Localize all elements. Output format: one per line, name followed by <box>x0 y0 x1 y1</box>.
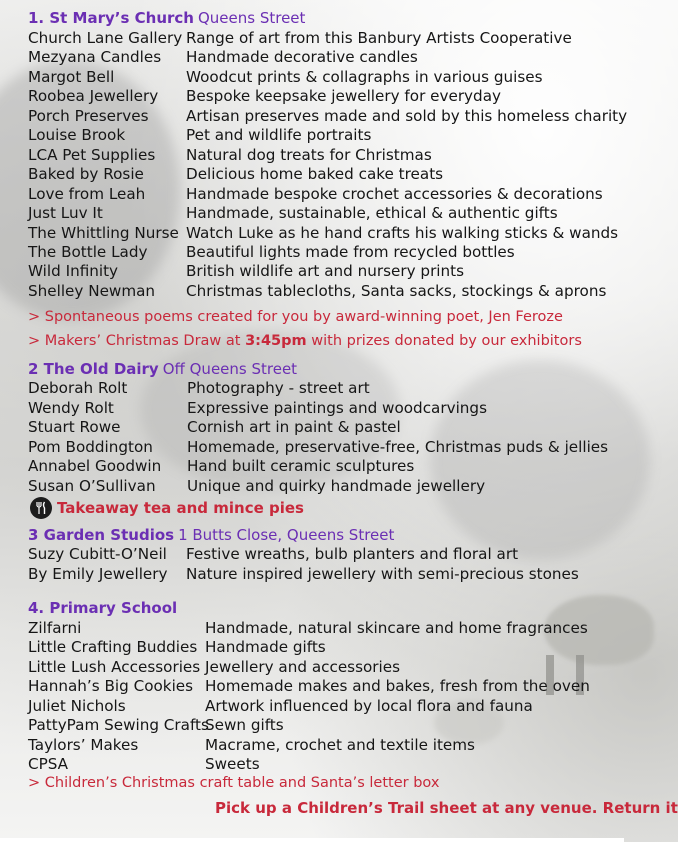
vendor-name: The Whittling Nurse <box>28 223 179 242</box>
note-line: > Spontaneous poems created for you by award-winning poet, Jen Feroze <box>28 309 563 325</box>
vendor-description: Unique and quirky handmade jewellery <box>187 476 486 495</box>
vendor-name: Taylors’ Makes <box>28 735 139 754</box>
vendor-description: Handmade gifts <box>205 638 326 657</box>
vendor-description: Artwork influenced by local flora and fauna <box>205 696 533 715</box>
vendor-name: The Bottle Lady <box>28 242 148 261</box>
section-heading <box>28 360 297 379</box>
vendor-description: Handmade, natural skincare and home fragrances <box>205 619 588 637</box>
cafe-text: Takeaway tea and mince pies <box>57 499 304 517</box>
vendor-description: Expressive paintings and woodcarvings <box>187 398 487 417</box>
vendor-description: Festive wreaths, bulb planters and floral art <box>186 545 519 563</box>
section-title: 4. Primary School <box>28 599 178 617</box>
footer-text: Pick up a Children’s Trail sheet at any venue. Return it <box>215 799 678 817</box>
vendor-name: Roobea Jewellery <box>28 87 159 106</box>
vendor-name: Baked by Rosie <box>28 165 144 184</box>
section-heading <box>28 9 305 28</box>
vendor-description: Woodcut prints & collagraphs in various guises <box>186 67 543 86</box>
section-location: Off Queens Street <box>162 360 298 378</box>
note-line: > Children’s Christmas craft table and Santa’s letter box <box>28 775 440 791</box>
bottom-edge <box>0 838 624 842</box>
vendor-description: Hand built ceramic sculptures <box>187 457 415 475</box>
vendor-name: By Emily Jewellery <box>28 564 168 583</box>
vendor-name: Little Crafting Buddies <box>28 638 198 657</box>
vendor-name: Little Lush Accessories <box>28 657 201 676</box>
vendor-description: Homemade, preservative-free, Christmas puds & jellies <box>187 437 609 456</box>
vendor-description: Photography - street art <box>187 379 370 397</box>
vendor-name: Hannah’s Big Cookies <box>28 677 194 696</box>
vendor-name: CPSA <box>28 755 69 774</box>
vendor-name: Zilfarni <box>28 619 82 637</box>
vendor-name: Margot Bell <box>28 67 115 86</box>
vendor-description: Beautiful lights made from recycled bottles <box>186 242 515 261</box>
vendor-name: Juliet Nichols <box>28 696 126 715</box>
vendor-name: Church Lane Gallery <box>28 29 183 47</box>
vendor-description: Watch Luke as he hand crafts his walking sticks & wands <box>186 223 619 242</box>
vendor-name: Wendy Rolt <box>28 398 114 417</box>
section-title: 1. St Mary’s Church <box>28 9 194 27</box>
note-line: > Makers’ Christmas Draw at 3:45pm with prizes donated by our exhibitors <box>28 333 582 349</box>
vendor-name: PattyPam Sewing Crafts <box>28 716 209 735</box>
vendor-name: Pom Boddington <box>28 437 153 456</box>
vendor-description: Artisan preserves made and sold by this homeless charity <box>186 106 628 125</box>
vendor-name: Louise Brook <box>28 126 126 145</box>
vendor-description: Handmade decorative candles <box>186 48 418 67</box>
section-heading <box>28 526 394 545</box>
cutlery-icon <box>30 497 52 519</box>
vendor-name: Stuart Rowe <box>28 418 121 436</box>
vendor-name: Wild Infinity <box>28 262 119 281</box>
vendor-description: Handmade, sustainable, ethical & authentic gifts <box>186 204 558 223</box>
vendor-description: Bespoke keepsake jewellery for everyday <box>186 87 501 106</box>
cafe-note <box>30 497 304 519</box>
section-location: Queens Street <box>197 9 306 27</box>
vendor-description: Sweets <box>205 755 260 774</box>
vendor-description: Homemade makes and bakes, fresh from the oven <box>205 677 590 696</box>
vendor-description: Nature inspired jewellery with semi-precious stones <box>186 564 579 583</box>
vendor-description: British wildlife art and nursery prints <box>186 262 465 281</box>
vendor-description: Natural dog treats for Christmas <box>186 145 432 164</box>
vendor-name: Love from Leah <box>28 184 146 203</box>
vendor-name: Porch Preserves <box>28 106 149 125</box>
section-heading <box>28 599 177 618</box>
vendor-name: Deborah Rolt <box>28 379 128 397</box>
section-title: 2 The Old Dairy <box>28 360 159 378</box>
vendor-description: Cornish art in paint & pastel <box>187 418 401 436</box>
vendor-name: Mezyana Candles <box>28 48 162 67</box>
vendor-name: Annabel Goodwin <box>28 457 162 475</box>
vendor-description: Jewellery and accessories <box>205 657 401 676</box>
section-title: 3 Garden Studios <box>28 526 175 544</box>
vendor-description: Range of art from this Banbury Artists Cooperative <box>186 29 572 47</box>
vendor-name: Susan O’Sullivan <box>28 476 156 495</box>
vendor-description: Delicious home baked cake treats <box>186 165 444 184</box>
vendor-name: Shelley Newman <box>28 281 156 300</box>
vendor-description: Handmade bespoke crochet accessories & decorations <box>186 184 603 203</box>
vendor-description: Macrame, crochet and textile items <box>205 735 475 754</box>
vendor-description: Christmas tablecloths, Santa sacks, stockings & aprons <box>186 281 607 300</box>
vendor-name: LCA Pet Supplies <box>28 145 156 164</box>
section-location: 1 Butts Close, Queens Street <box>178 526 395 544</box>
vendor-description: Pet and wildlife portraits <box>186 126 372 145</box>
vendor-description: Sewn gifts <box>205 716 284 735</box>
vendor-name: Suzy Cubitt-O’Neil <box>28 545 167 563</box>
vendor-name: Just Luv It <box>28 204 103 223</box>
